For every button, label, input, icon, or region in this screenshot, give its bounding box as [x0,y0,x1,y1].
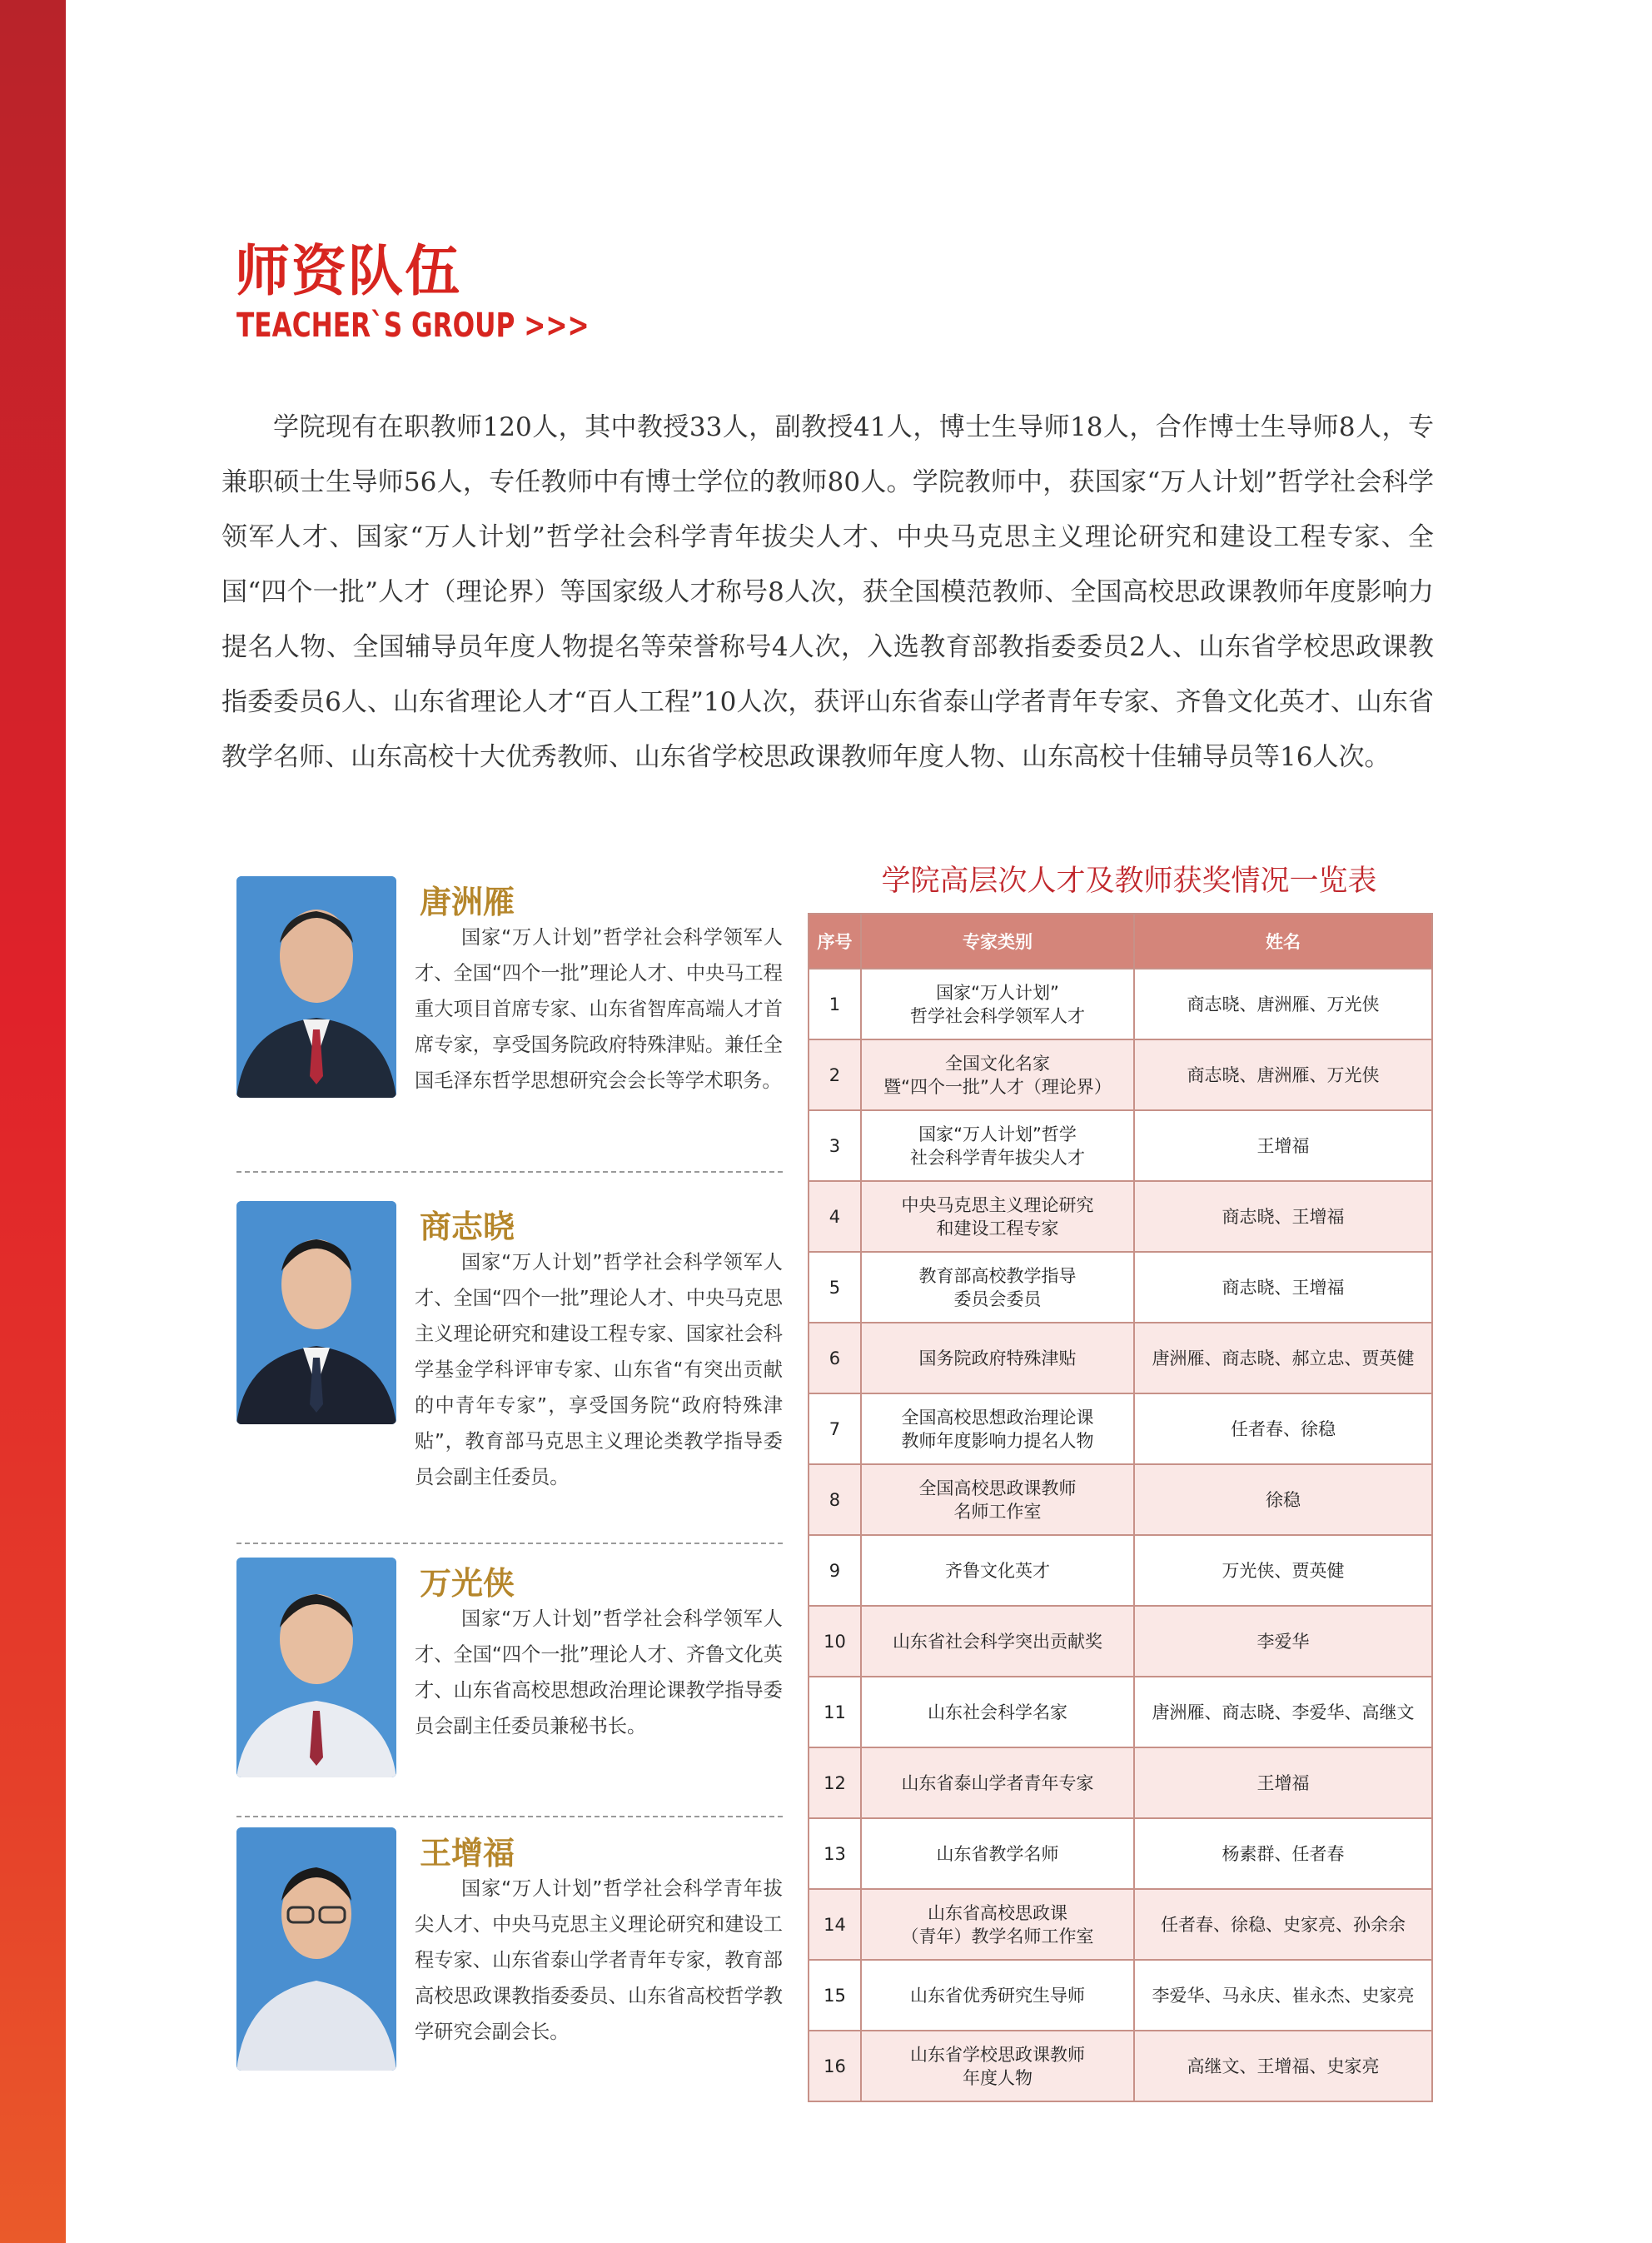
table-row [809,1252,1432,1323]
table-row [809,1039,1432,1110]
profile-name: 万光侠 [420,1564,515,1602]
cell-names: 唐洲雁、商志晓、郝立忠、贾英健 [1134,1323,1432,1393]
cell-names: 商志晓、唐洲雁、万光侠 [1134,1039,1432,1110]
table-row [809,1677,1432,1747]
profile-name: 唐洲雁 [420,883,515,920]
cell-index: 11 [809,1677,861,1747]
table-row [809,1393,1432,1464]
cell-index: 13 [809,1818,861,1889]
profile-bio-text: 国家“万人计划”哲学社会科学青年拔尖人才、中央马克思主义理论研究和建设工程专家、山东省泰山学者青年专家，教育部高校思政课教指委委员、山东省高校哲学教学研究会副会长。 [415,1877,783,2043]
header-category: 专家类别 [861,914,1134,969]
cell-category: 山东省学校思政课教师 年度人物 [861,2031,1134,2101]
profile-bio [236,1244,783,1495]
profile-bio [236,1871,783,2079]
cell-index: 6 [809,1323,861,1393]
cell-category: 山东省泰山学者青年专家 [861,1747,1134,1818]
profile-bio [236,920,783,1169]
profile-name: 商志晓 [420,1208,515,1245]
cell-names: 李爱华 [1134,1606,1432,1677]
profile-bio-text: 国家“万人计划”哲学社会科学领军人才、全国“四个一批”理论人才、齐鲁文化英才、山东省高校思想政治理论课教学指导委员会副主任委员兼秘书长。 [415,1607,783,1737]
table-row [809,1323,1432,1393]
cell-index: 14 [809,1889,861,1960]
profile-bio-text: 国家“万人计划”哲学社会科学领军人才、全国“四个一批”理论人才、中央马克思主义理论研究和建设工程专家、国家社会科学基金学科评审专家、山东省“有突出贡献的中青年专家”，享受国务院“政府特殊津贴”，教育部马克思主义理论类教学指导委员会副主任委员。 [415,1251,783,1488]
divider [236,1543,783,1544]
cell-index: 16 [809,2031,861,2101]
table-row [809,1889,1432,1960]
cell-index: 5 [809,1252,861,1323]
table-row [809,969,1432,1039]
table-row [809,1747,1432,1818]
cell-names: 任者春、徐稳、史家亮、孙余余 [1134,1889,1432,1960]
cell-index: 10 [809,1606,861,1677]
cell-names: 商志晓、王增福 [1134,1252,1432,1323]
cell-names: 王增福 [1134,1747,1432,1818]
table-row [809,1606,1432,1677]
cell-names: 任者春、徐稳 [1134,1393,1432,1464]
cell-names: 徐稳 [1134,1464,1432,1535]
cell-category: 全国高校思想政治理论课 教师年度影响力提名人物 [861,1393,1134,1464]
cell-names: 唐洲雁、商志晓、李爱华、高继文 [1134,1677,1432,1747]
cell-category: 山东省社会科学突出贡献奖 [861,1606,1134,1677]
cell-names: 杨素群、任者春 [1134,1818,1432,1889]
table-row [809,1960,1432,2031]
cell-index: 12 [809,1747,861,1818]
cell-index: 3 [809,1110,861,1181]
cell-index: 7 [809,1393,861,1464]
cell-names: 商志晓、王增福 [1134,1181,1432,1252]
divider [236,1816,783,1817]
cell-names: 李爱华、马永庆、崔永杰、史家亮 [1134,1960,1432,2031]
cell-category: 齐鲁文化英才 [861,1535,1134,1606]
cell-index: 4 [809,1181,861,1252]
table-row [809,1535,1432,1606]
cell-category: 国务院政府特殊津贴 [861,1323,1134,1393]
profile-name: 王增福 [420,1834,515,1872]
cell-index: 2 [809,1039,861,1110]
table-row [809,1818,1432,1889]
cell-category: 全国文化名家 暨“四个一批”人才（理论界） [861,1039,1134,1110]
cell-index: 15 [809,1960,861,2031]
cell-names: 商志晓、唐洲雁、万光侠 [1134,969,1432,1039]
table-row [809,1464,1432,1535]
table-row [809,1110,1432,1181]
cell-index: 8 [809,1464,861,1535]
table-row [809,1181,1432,1252]
cell-category: 山东省教学名师 [861,1818,1134,1889]
divider [236,1171,783,1173]
cell-category: 全国高校思政课教师 名师工作室 [861,1464,1134,1535]
cell-category: 国家“万人计划”哲学 社会科学青年拔尖人才 [861,1110,1134,1181]
header-names: 姓名 [1134,914,1432,969]
cell-names: 王增福 [1134,1110,1432,1181]
cell-category: 国家“万人计划” 哲学社会科学领军人才 [861,969,1134,1039]
cell-names: 万光侠、贾英健 [1134,1535,1432,1606]
table-row [809,2031,1432,2101]
cell-category: 山东省高校思政课 （青年）教学名师工作室 [861,1889,1134,1960]
intro-paragraph: 学院现有在职教师120人，其中教授33人，副教授41人，博士生导师18人，合作博士生导师8人，专兼职硕士生导师56人，专任教师中有博士学位的教师80人。学院教师中，获国家“万人计划”哲学社会科学领军人才、国家“万人计划”哲学社会科学青年拔尖人才、中央马克思主义理论研究和建设工程专家、全国“四个一批”人才（理论界）等国家级人才称号8人次，获全国模范教师、全国高校思政课教师年度影响力提名人物、全国辅导员年度人物提名等荣誉称号4人次，入选教育部教指委委员2人、山东省学校思政课教指委委员6人、山东省理论人才“百人工程”10人次，获评山东省泰山学者青年专家、齐鲁文化英才、山东省教学名师、山东高校十大优秀教师、山东省学校思政课教师年度人物、山东高校十佳辅导员等16人次。 [221,412,1434,772]
table-header-row [809,914,1432,969]
cell-category: 教育部高校教学指导 委员会委员 [861,1252,1134,1323]
cell-category: 山东社会科学名家 [861,1677,1134,1747]
profile-bio-text: 国家“万人计划”哲学社会科学领军人才、全国“四个一批”理论人才、中央马工程重大项目首席专家、山东省智库高端人才首席专家，享受国务院政府特殊津贴。兼任全国毛泽东哲学思想研究会会长等学术职务。 [415,926,783,1092]
cell-names: 高继文、王增福、史家亮 [1134,2031,1432,2101]
table-title: 学院高层次人才及教师获奖情况一览表 [881,865,1377,898]
side-accent-bar [0,0,66,2243]
cell-category: 山东省优秀研究生导师 [861,1960,1134,2031]
page-title: 师资队伍 [235,239,461,303]
awards-table [808,913,1433,2102]
cell-category: 中央马克思主义理论研究 和建设工程专家 [861,1181,1134,1252]
cell-index: 1 [809,969,861,1039]
header-index: 序号 [809,914,861,969]
cell-index: 9 [809,1535,861,1606]
page-subtitle: TEACHER`S GROUP >>> [236,307,590,345]
profile-bio [236,1601,783,1784]
